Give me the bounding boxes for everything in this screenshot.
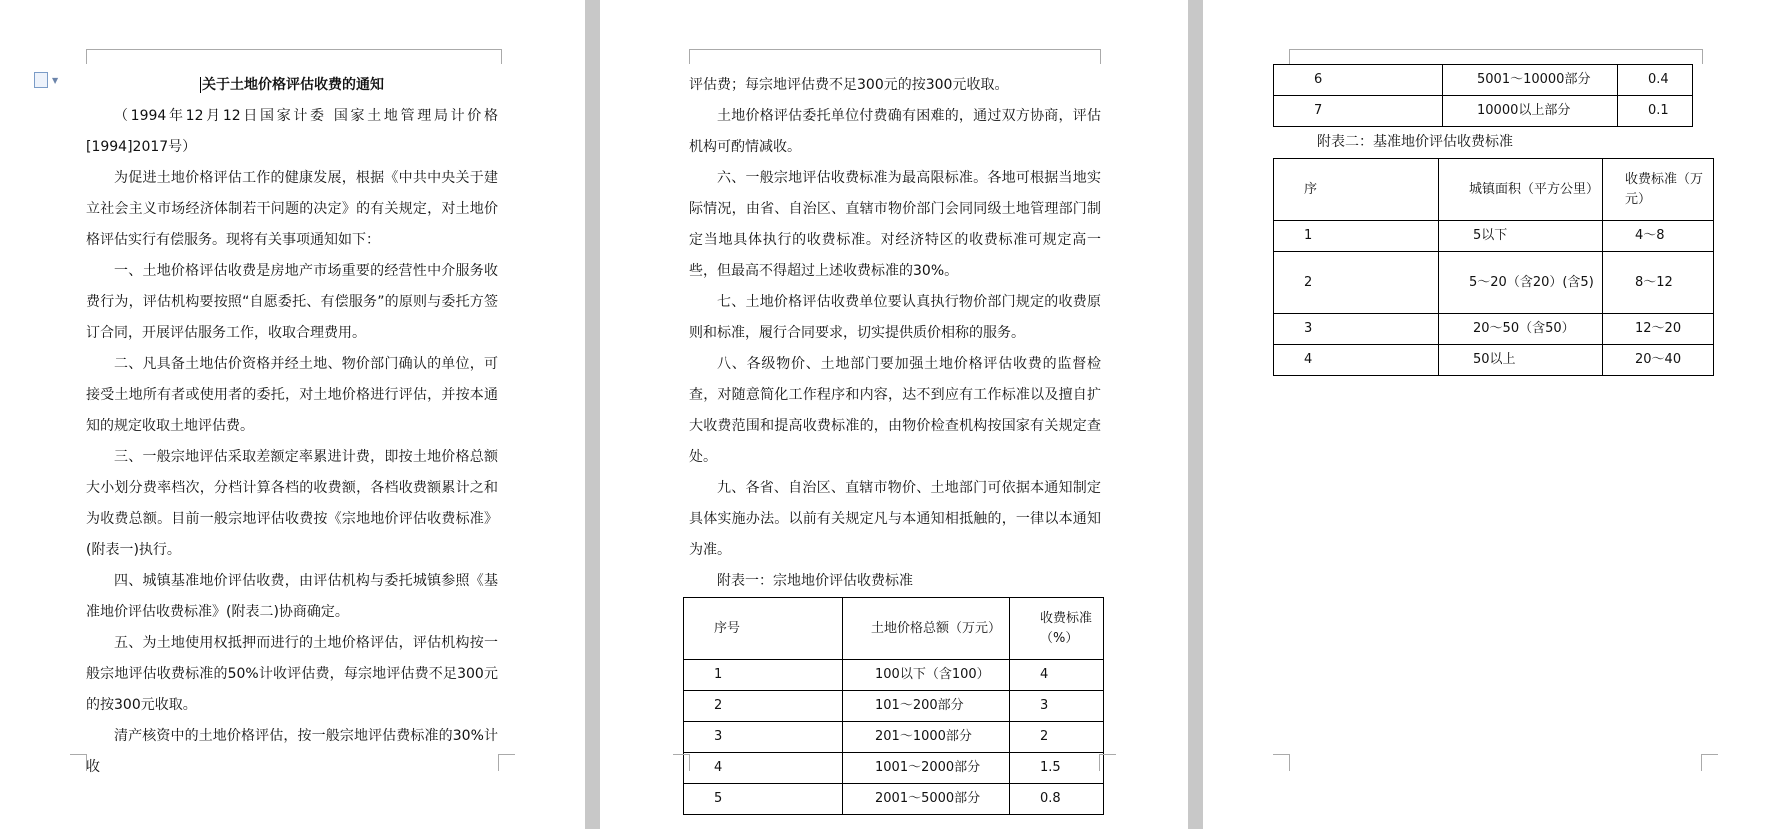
- table-cell: 50以上: [1439, 345, 1603, 376]
- table-header-cell: 收费标准（万元）: [1603, 159, 1714, 221]
- document-page-2: [600, 0, 1188, 829]
- page-1-content[interactable]: [86, 70, 498, 783]
- fee-table-1: [683, 597, 1104, 815]
- table-cell: 0.8: [1010, 784, 1104, 815]
- table-cell: 7: [1274, 96, 1443, 127]
- document-icon[interactable]: [34, 72, 48, 88]
- table-cell: 0.4: [1618, 65, 1693, 96]
- paragraph: 六、一般宗地评估收费标准为最高限标准。各地可根据当地实际情况，由省、自治区、直辖市物价部门会同同级土地管理部门制定当地具体执行的收费标准。对经济特区的收费标准可规定高一些，但最高不得超过上述收费标准的30%。: [689, 170, 1101, 279]
- paragraph: 土地价格评估委托单位付费确有困难的，通过双方协商，评估机构可酌情减收。: [689, 108, 1101, 155]
- page-2-content[interactable]: [689, 70, 1101, 815]
- table-cell: 4: [1274, 345, 1439, 376]
- table-cell: 5: [684, 784, 843, 815]
- table-cell: 101～200部分: [843, 691, 1010, 722]
- page-3-content[interactable]: [1275, 64, 1720, 376]
- table-cell: 1: [1274, 221, 1439, 252]
- fee-table-1-continued: [1273, 64, 1693, 127]
- table-header-cell: 城镇面积（平方公里）: [1439, 159, 1603, 221]
- table-row: [1274, 65, 1693, 96]
- document-page-3: [1203, 0, 1787, 829]
- fee-table-2: [1273, 158, 1714, 376]
- document-page-1: [0, 0, 585, 829]
- document-title: 关于土地价格评估收费的通知: [202, 77, 384, 93]
- paragraph: 二、凡具备土地估价资格并经土地、物价部门确认的单位，可接受土地所有者或使用者的委托，对土地价格进行评估，并按本通知的规定收取土地评估费。: [86, 356, 498, 434]
- table-header-cell: 收费标准（%）: [1010, 598, 1104, 660]
- table-cell: 3: [1010, 691, 1104, 722]
- margin-corner-mark: [70, 754, 87, 771]
- table-cell: 5001～10000部分: [1443, 65, 1618, 96]
- table-cell: 0.1: [1618, 96, 1693, 127]
- table-cell: 8～12: [1603, 252, 1714, 314]
- header-margin-rule: [689, 49, 1101, 64]
- table-cell: 4～8: [1603, 221, 1714, 252]
- table-cell: 2: [1010, 722, 1104, 753]
- table-cell: 1: [684, 660, 843, 691]
- table-row: [684, 753, 1104, 784]
- table-cell: 2: [684, 691, 843, 722]
- table-cell: 5～20（含20）(含5): [1439, 252, 1603, 314]
- table-row: [684, 784, 1104, 815]
- table-cell: 2001～5000部分: [843, 784, 1010, 815]
- table-cell: 2: [1274, 252, 1439, 314]
- table-caption: 附表二：基准地价评估收费标准: [1317, 134, 1513, 150]
- table-row: [684, 691, 1104, 722]
- paragraph: 四、城镇基准地价评估收费，由评估机构与委托城镇参照《基准地价评估收费标准》(附表二)协商确定。: [86, 573, 498, 620]
- table-row: [1274, 96, 1693, 127]
- table-header-cell: 土地价格总额（万元）: [843, 598, 1010, 660]
- margin-corner-mark: [1099, 754, 1116, 771]
- paragraph: 为促进土地价格评估工作的健康发展，根据《中共中央关于建立社会主义市场经济体制若干问题的决定》的有关规定，对土地价格评估实行有偿服务。现将有关事项通知如下：: [86, 170, 498, 248]
- table-cell: 1001～2000部分: [843, 753, 1010, 784]
- paragraph: 三、一般宗地评估采取差额定率累进计费，即按土地价格总额大小划分费率档次，分档计算各档的收费额，各档收费额累计之和为收费总额。目前一般宗地评估收费按《宗地地价评估收费标准》(附表一)执行。: [86, 449, 498, 558]
- chevron-down-icon[interactable]: ▼: [52, 76, 59, 85]
- table-cell: 4: [1010, 660, 1104, 691]
- table-cell: 12～20: [1603, 314, 1714, 345]
- header-margin-rule: [1289, 49, 1703, 64]
- paragraph: 清产核资中的土地价格评估，按一般宗地评估费标准的30%计收: [86, 728, 498, 775]
- table-cell: 6: [1274, 65, 1443, 96]
- margin-corner-mark: [673, 754, 690, 771]
- table-cell: 3: [1274, 314, 1439, 345]
- table-row: [1274, 345, 1714, 376]
- paragraph: 五、为土地使用权抵押而进行的土地价格评估，评估机构按一般宗地评估收费标准的50%计收评估费，每宗地评估费不足300元的按300元收取。: [86, 635, 498, 713]
- table-cell: 1.5: [1010, 753, 1104, 784]
- table-row: [1274, 221, 1714, 252]
- paragraph: （1994年12月12日国家计委 国家土地管理局计价格[1994]2017号）: [86, 108, 498, 155]
- table-header-cell: 序号: [684, 598, 843, 660]
- table-header-row: [1274, 159, 1714, 221]
- paragraph: 八、各级物价、土地部门要加强土地价格评估收费的监督检查，对随意简化工作程序和内容，达不到应有工作标准以及擅自扩大收费范围和提高收费标准的，由物价检查机构按国家有关规定查处。: [689, 356, 1101, 465]
- table-cell: 3: [684, 722, 843, 753]
- paragraph: 评估费；每宗地评估费不足300元的按300元收取。: [689, 77, 1009, 93]
- paragraph: 一、土地价格评估收费是房地产市场重要的经营性中介服务收费行为，评估机构要按照“自愿委托、有偿服务”的原则与委托方签订合同，开展评估服务工作，收取合理费用。: [86, 263, 498, 341]
- margin-corner-mark: [1701, 754, 1718, 771]
- text-cursor: [200, 77, 201, 93]
- table-cell: 4: [684, 753, 843, 784]
- table-row: [684, 722, 1104, 753]
- table-header-row: [684, 598, 1104, 660]
- table-row: [684, 660, 1104, 691]
- table-row: [1274, 314, 1714, 345]
- table-row: [1274, 252, 1714, 314]
- table-header-cell: 序: [1274, 159, 1439, 221]
- margin-corner-mark: [498, 754, 515, 771]
- table-cell: 20～50（含50）: [1439, 314, 1603, 345]
- table-cell: 10000以上部分: [1443, 96, 1618, 127]
- table-cell: 201～1000部分: [843, 722, 1010, 753]
- table-caption: 附表一：宗地地价评估收费标准: [717, 573, 913, 589]
- margin-corner-mark: [1273, 754, 1290, 771]
- table-cell: 5以下: [1439, 221, 1603, 252]
- header-margin-rule: [86, 49, 502, 64]
- table-cell: 100以下（含100）: [843, 660, 1010, 691]
- paragraph: 七、土地价格评估收费单位要认真执行物价部门规定的收费原则和标准，履行合同要求，切实提供质价相称的服务。: [689, 294, 1101, 341]
- table-cell: 20～40: [1603, 345, 1714, 376]
- paragraph: 九、各省、自治区、直辖市物价、土地部门可依据本通知制定具体实施办法。以前有关规定凡与本通知相抵触的，一律以本通知为准。: [689, 480, 1101, 558]
